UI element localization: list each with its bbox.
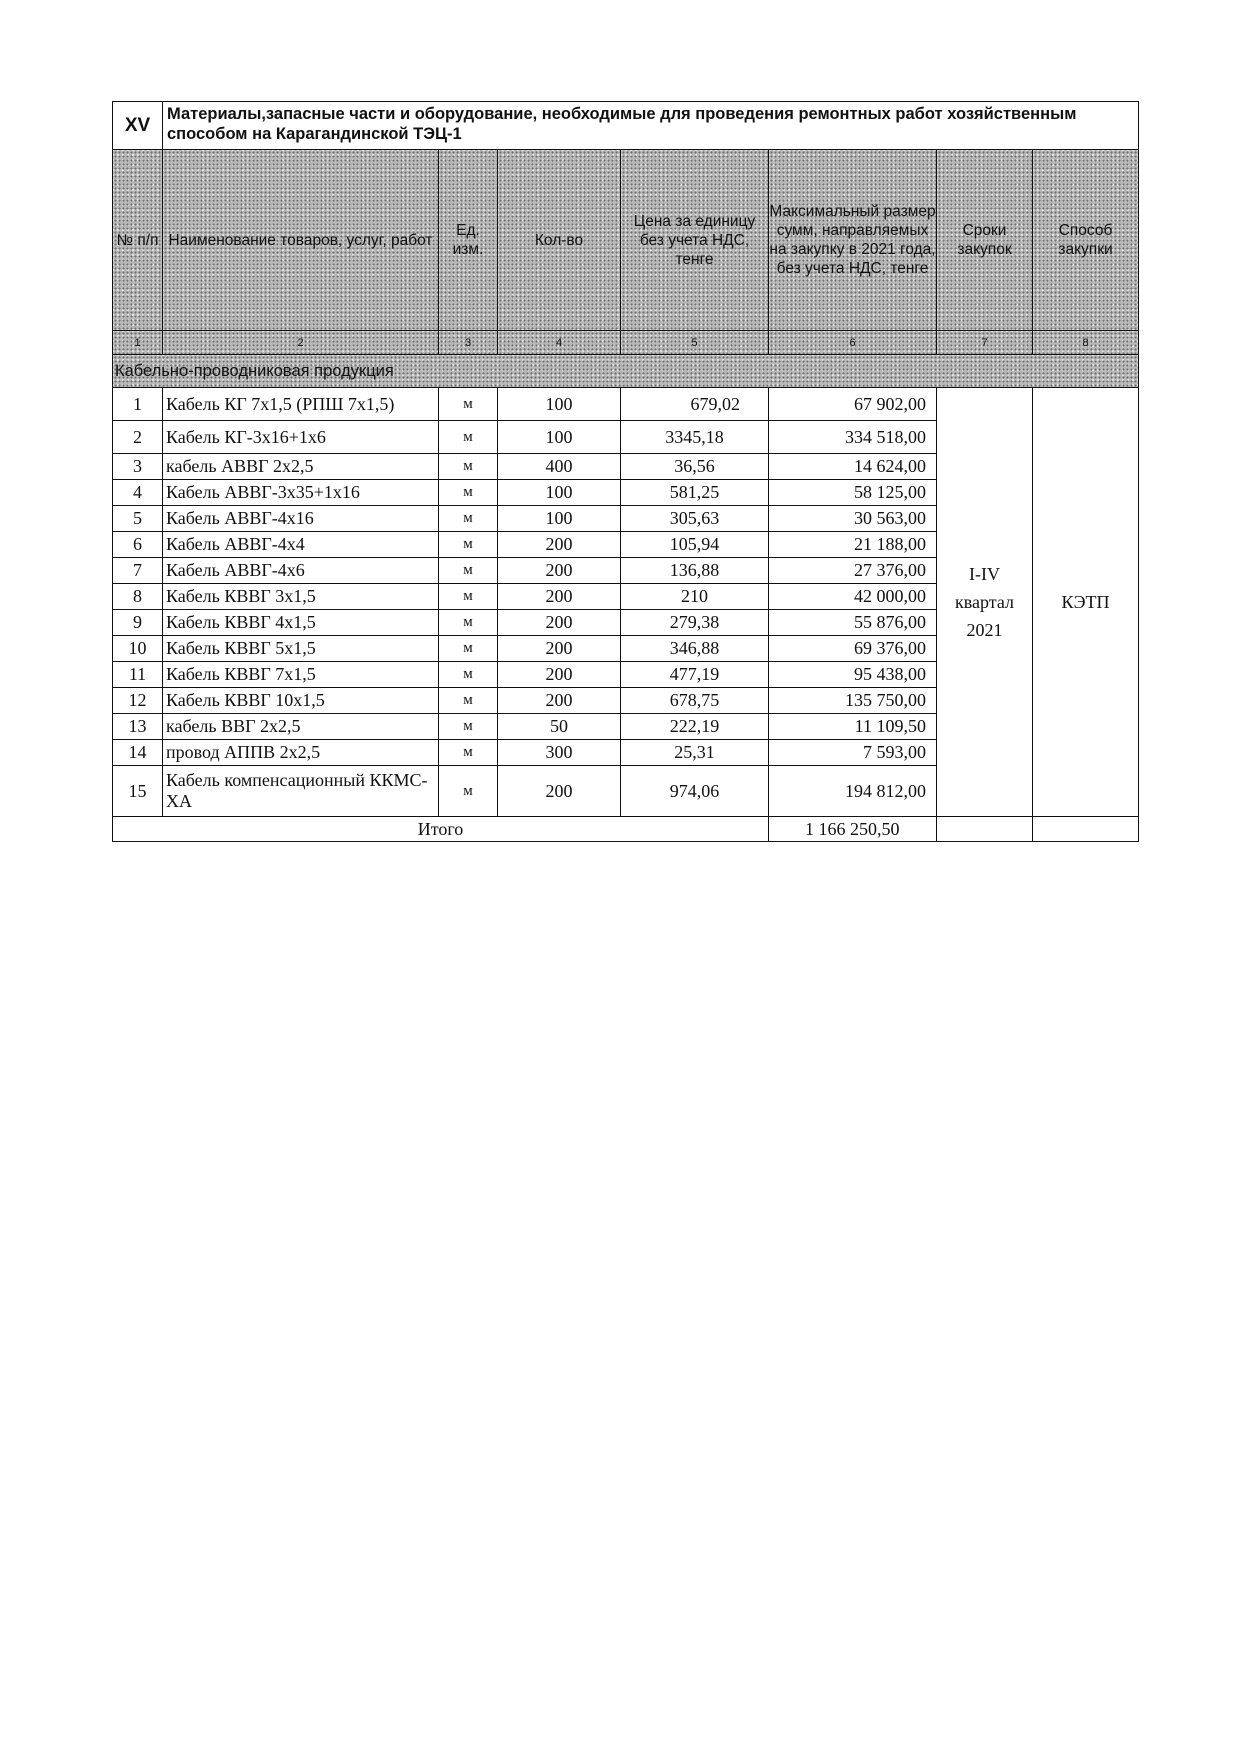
header-unit: Ед. изм. bbox=[439, 150, 498, 331]
row-number: 10 bbox=[113, 636, 163, 662]
category-title: Кабельно-проводниковая продукция bbox=[113, 355, 1139, 388]
item-unit: м bbox=[439, 714, 498, 740]
term-line: I-IV bbox=[969, 564, 1000, 584]
procurement-table bbox=[112, 101, 1139, 842]
item-price: 279,38 bbox=[621, 610, 769, 636]
item-sum: 14 624,00 bbox=[769, 454, 937, 480]
item-sum: 135 750,00 bbox=[769, 688, 937, 714]
column-index: 1 bbox=[113, 331, 163, 355]
section-title: Материалы,запасные части и оборудование, необходимые для проведения ремонтных работ хозяйственным способом на Карагандинской ТЭЦ-1 bbox=[163, 102, 1139, 150]
item-name: Кабель компенсационный ККМС-ХА bbox=[163, 766, 439, 817]
item-sum: 58 125,00 bbox=[769, 480, 937, 506]
row-number: 15 bbox=[113, 766, 163, 817]
column-header-row bbox=[113, 150, 1139, 331]
item-name: Кабель КВВГ 4х1,5 bbox=[163, 610, 439, 636]
header-max-sum: Максимальный размер сумм, направляемых на закупку в 2021 года, без учета НДС, тенге bbox=[769, 150, 937, 331]
item-sum: 42 000,00 bbox=[769, 584, 937, 610]
row-number: 12 bbox=[113, 688, 163, 714]
section-header-row bbox=[113, 102, 1139, 150]
term-line: квартал bbox=[955, 592, 1014, 612]
item-unit: м bbox=[439, 610, 498, 636]
item-price: 210 bbox=[621, 584, 769, 610]
item-name: провод АППВ 2х2,5 bbox=[163, 740, 439, 766]
item-price: 477,19 bbox=[621, 662, 769, 688]
item-sum: 7 593,00 bbox=[769, 740, 937, 766]
item-unit: м bbox=[439, 740, 498, 766]
item-price: 679,02 bbox=[621, 388, 769, 421]
row-number: 5 bbox=[113, 506, 163, 532]
item-name: кабель АВВГ 2х2,5 bbox=[163, 454, 439, 480]
item-unit: м bbox=[439, 688, 498, 714]
row-number: 13 bbox=[113, 714, 163, 740]
item-sum: 95 438,00 bbox=[769, 662, 937, 688]
item-sum: 11 109,50 bbox=[769, 714, 937, 740]
item-qty: 200 bbox=[498, 688, 621, 714]
item-sum: 30 563,00 bbox=[769, 506, 937, 532]
header-term: Сроки закупок bbox=[937, 150, 1033, 331]
column-index: 6 bbox=[769, 331, 937, 355]
item-qty: 300 bbox=[498, 740, 621, 766]
item-sum: 55 876,00 bbox=[769, 610, 937, 636]
header-qty: Кол-во bbox=[498, 150, 621, 331]
column-index: 4 bbox=[498, 331, 621, 355]
header-name: Наименование товаров, услуг, работ bbox=[163, 150, 439, 331]
item-sum: 334 518,00 bbox=[769, 421, 937, 454]
item-sum: 27 376,00 bbox=[769, 558, 937, 584]
item-name: кабель ВВГ 2х2,5 bbox=[163, 714, 439, 740]
section-number: XV bbox=[113, 102, 163, 150]
item-qty: 400 bbox=[498, 454, 621, 480]
item-unit: м bbox=[439, 532, 498, 558]
column-index: 2 bbox=[163, 331, 439, 355]
item-sum: 67 902,00 bbox=[769, 388, 937, 421]
item-unit: м bbox=[439, 662, 498, 688]
item-price: 305,63 bbox=[621, 506, 769, 532]
row-number: 6 bbox=[113, 532, 163, 558]
item-qty: 100 bbox=[498, 421, 621, 454]
item-price: 222,19 bbox=[621, 714, 769, 740]
row-number: 7 bbox=[113, 558, 163, 584]
item-name: Кабель АВВГ-4х16 bbox=[163, 506, 439, 532]
column-index: 7 bbox=[937, 331, 1033, 355]
item-price: 3345,18 bbox=[621, 421, 769, 454]
item-qty: 100 bbox=[498, 506, 621, 532]
item-qty: 100 bbox=[498, 480, 621, 506]
column-index: 5 bbox=[621, 331, 769, 355]
purchase-term bbox=[937, 388, 1033, 817]
item-price: 678,75 bbox=[621, 688, 769, 714]
header-price: Цена за единицу без учета НДС, тенге bbox=[621, 150, 769, 331]
item-sum: 194 812,00 bbox=[769, 766, 937, 817]
item-unit: м bbox=[439, 506, 498, 532]
item-price: 25,31 bbox=[621, 740, 769, 766]
item-qty: 200 bbox=[498, 558, 621, 584]
item-price: 346,88 bbox=[621, 636, 769, 662]
item-name: Кабель АВВГ-4х4 bbox=[163, 532, 439, 558]
empty-cell bbox=[937, 817, 1033, 842]
item-name: Кабель КГ 7х1,5 (РПШ 7х1,5) bbox=[163, 388, 439, 421]
row-number: 1 bbox=[113, 388, 163, 421]
item-name: Кабель КВВГ 5х1,5 bbox=[163, 636, 439, 662]
item-unit: м bbox=[439, 454, 498, 480]
header-num: № п/п bbox=[113, 150, 163, 331]
row-number: 11 bbox=[113, 662, 163, 688]
item-name: Кабель КВВГ 10х1,5 bbox=[163, 688, 439, 714]
item-sum: 21 188,00 bbox=[769, 532, 937, 558]
category-row bbox=[113, 355, 1139, 388]
item-name: Кабель АВВГ-4х6 bbox=[163, 558, 439, 584]
item-name: Кабель КГ-3х16+1х6 bbox=[163, 421, 439, 454]
empty-cell bbox=[1033, 817, 1139, 842]
item-qty: 100 bbox=[498, 388, 621, 421]
item-qty: 200 bbox=[498, 610, 621, 636]
item-price: 974,06 bbox=[621, 766, 769, 817]
table-row bbox=[113, 388, 1139, 421]
total-row bbox=[113, 817, 1139, 842]
row-number: 2 bbox=[113, 421, 163, 454]
row-number: 4 bbox=[113, 480, 163, 506]
item-qty: 200 bbox=[498, 532, 621, 558]
item-unit: м bbox=[439, 584, 498, 610]
item-price: 136,88 bbox=[621, 558, 769, 584]
item-name: Кабель КВВГ 3х1,5 bbox=[163, 584, 439, 610]
item-name: Кабель АВВГ-3х35+1х16 bbox=[163, 480, 439, 506]
row-number: 14 bbox=[113, 740, 163, 766]
item-price: 105,94 bbox=[621, 532, 769, 558]
item-qty: 200 bbox=[498, 584, 621, 610]
item-qty: 200 bbox=[498, 766, 621, 817]
row-number: 9 bbox=[113, 610, 163, 636]
item-unit: м bbox=[439, 480, 498, 506]
item-unit: м bbox=[439, 421, 498, 454]
item-qty: 200 bbox=[498, 662, 621, 688]
item-qty: 200 bbox=[498, 636, 621, 662]
item-price: 36,56 bbox=[621, 454, 769, 480]
purchase-method: КЭТП bbox=[1033, 388, 1139, 817]
column-index: 3 bbox=[439, 331, 498, 355]
row-number: 8 bbox=[113, 584, 163, 610]
term-line: 2021 bbox=[966, 620, 1003, 640]
total-sum: 1 166 250,50 bbox=[769, 817, 937, 842]
header-method: Способ закупки bbox=[1033, 150, 1139, 331]
total-label: Итого bbox=[113, 817, 769, 842]
item-unit: м bbox=[439, 558, 498, 584]
item-unit: м bbox=[439, 766, 498, 817]
column-index-row bbox=[113, 331, 1139, 355]
column-index: 8 bbox=[1033, 331, 1139, 355]
row-number: 3 bbox=[113, 454, 163, 480]
item-unit: м bbox=[439, 388, 498, 421]
item-sum: 69 376,00 bbox=[769, 636, 937, 662]
item-price: 581,25 bbox=[621, 480, 769, 506]
item-unit: м bbox=[439, 636, 498, 662]
item-name: Кабель КВВГ 7х1,5 bbox=[163, 662, 439, 688]
item-qty: 50 bbox=[498, 714, 621, 740]
